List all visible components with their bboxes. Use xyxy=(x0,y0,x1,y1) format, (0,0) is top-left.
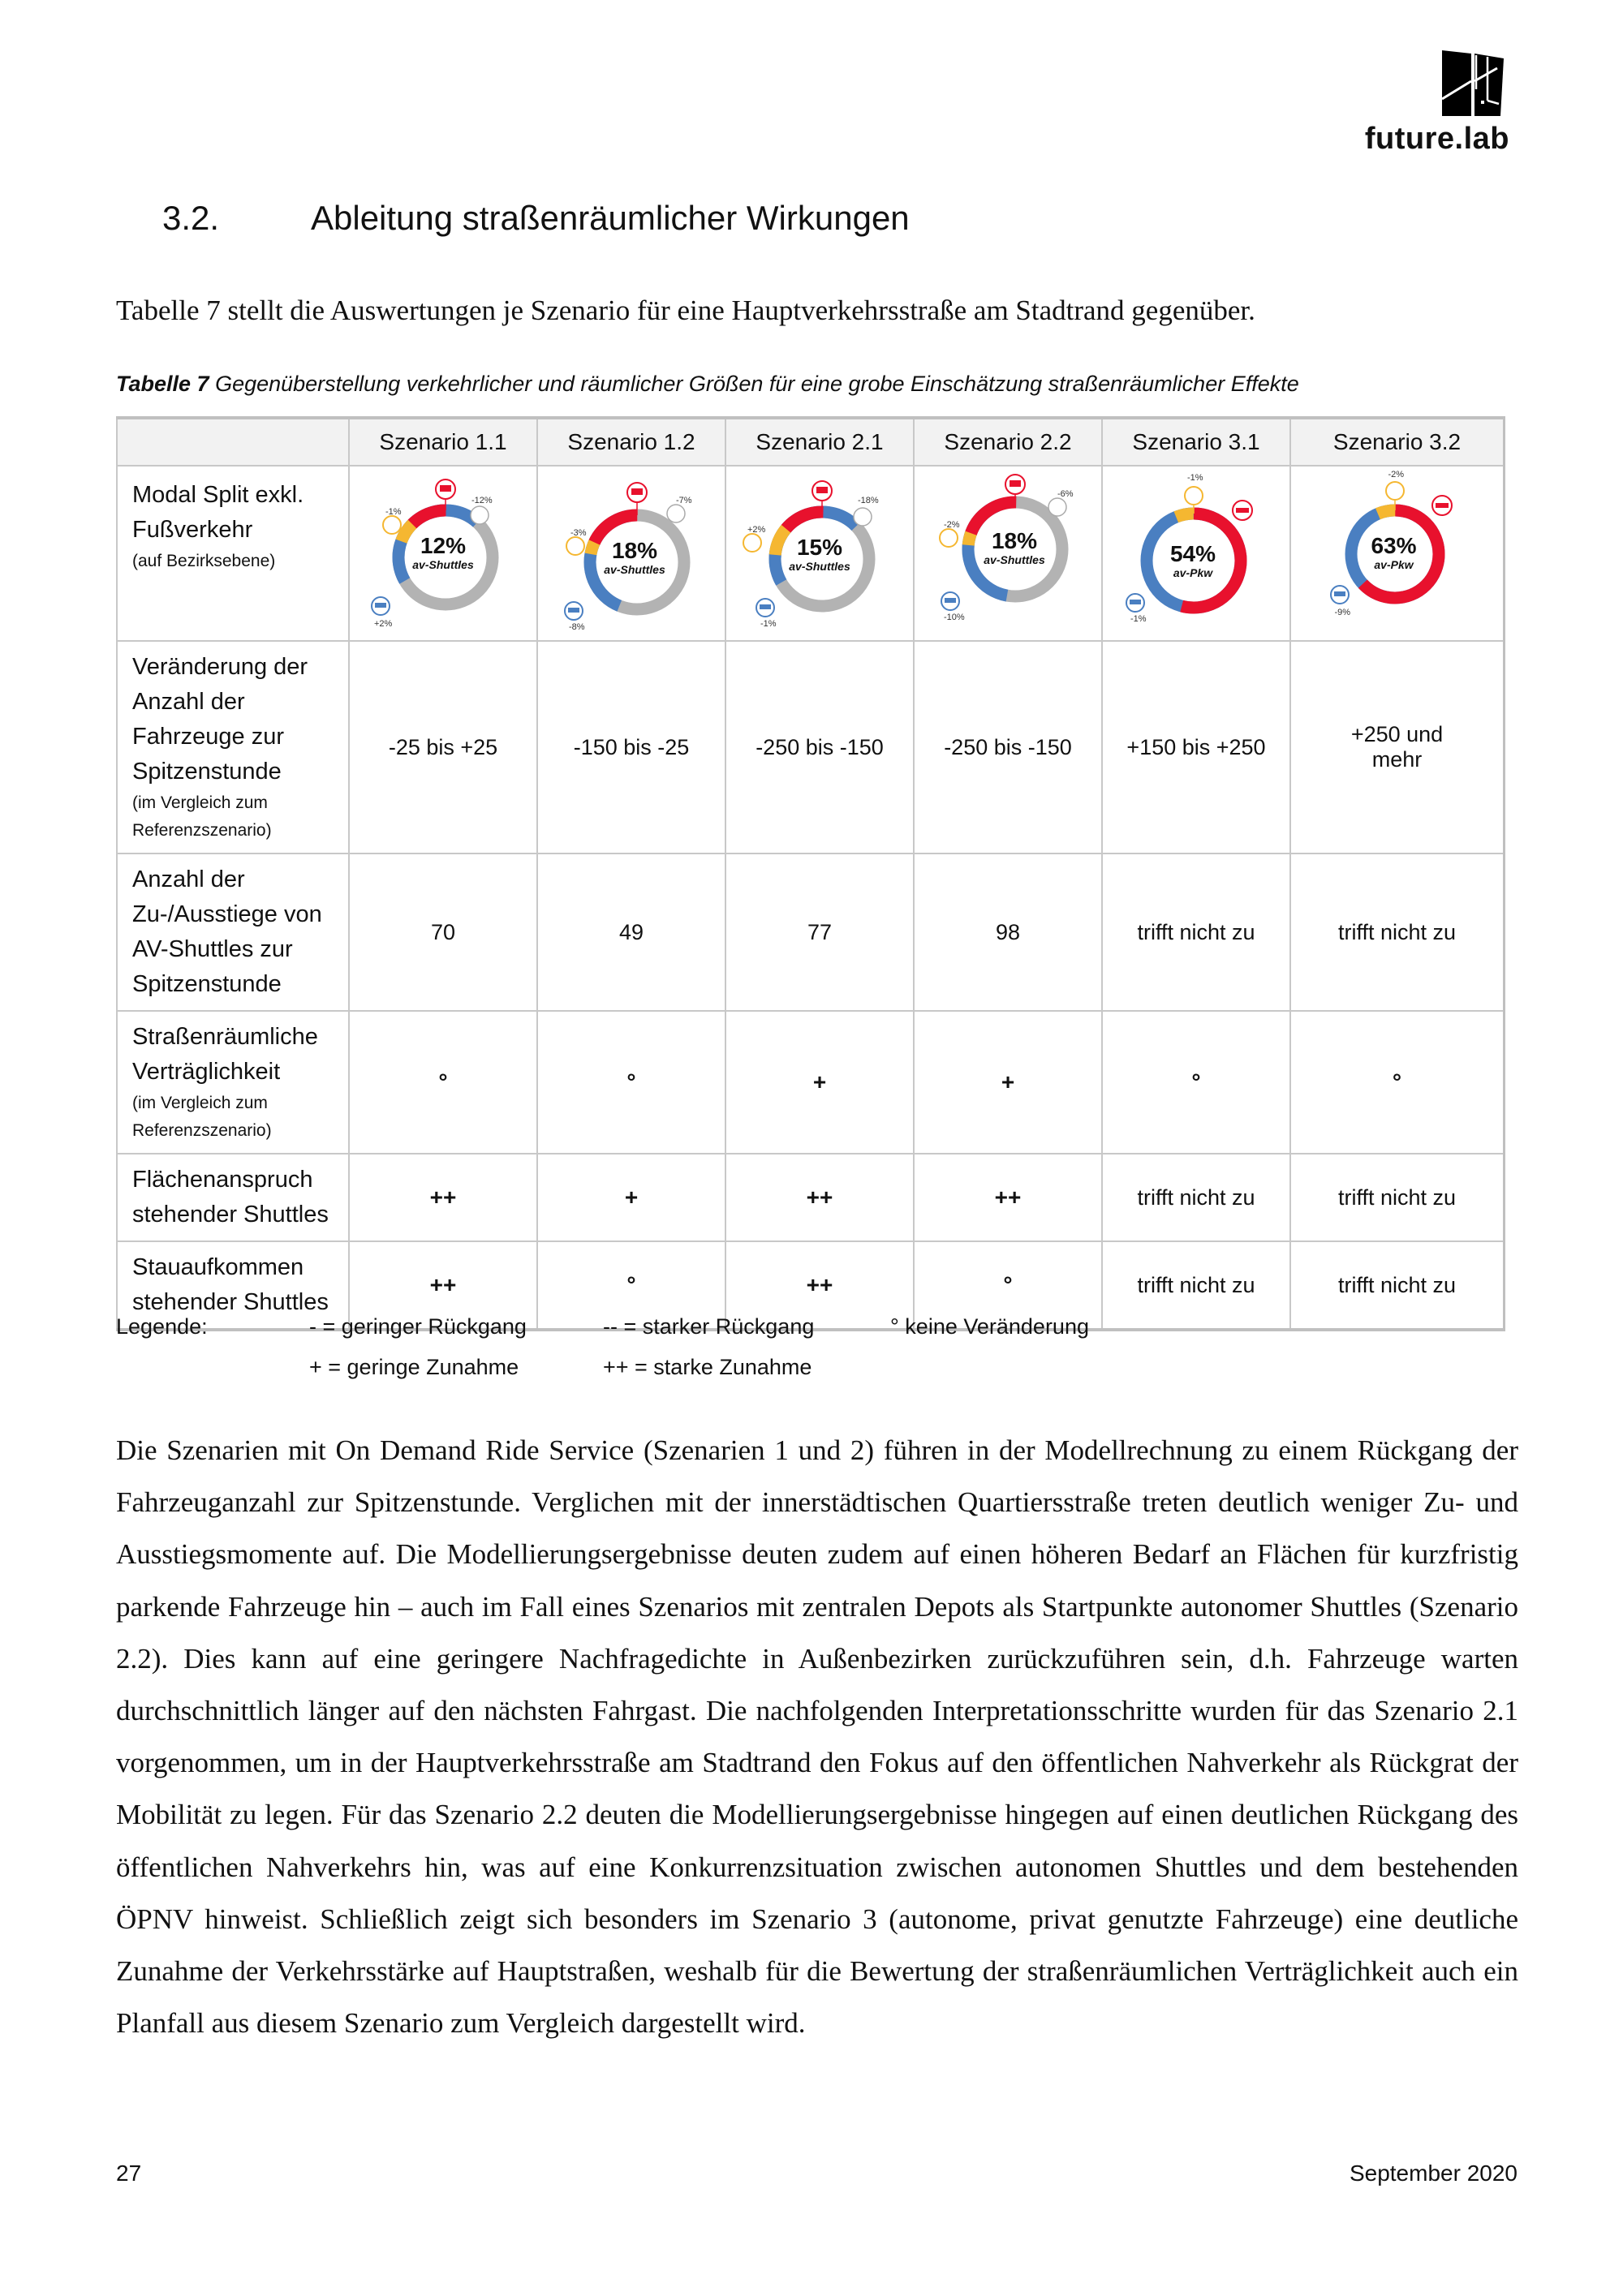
pt-change-label: -1% xyxy=(1130,614,1147,624)
bike-change-label: -3% xyxy=(570,528,587,538)
table-cell: 98 xyxy=(914,853,1102,1011)
table-row-fahrzeuge xyxy=(117,641,1505,853)
donut-percentage: 12% xyxy=(420,533,467,558)
pt-change-label: -10% xyxy=(944,613,965,622)
header-szenario-2-2: Szenario 2.2 xyxy=(914,418,1102,466)
donut-kind: av-Pkw xyxy=(1173,566,1213,579)
rating-cell: ++ xyxy=(725,1154,914,1241)
legend-title: Legende: xyxy=(116,1314,208,1339)
row-label-stau: Stauaufkommen stehender Shuttles xyxy=(117,1241,349,1330)
table-cell: trifft nicht zu xyxy=(1102,853,1290,1011)
table-cell: -250 bis -150 xyxy=(914,641,1102,853)
modal-split-donut-3-2 xyxy=(1290,466,1505,641)
row-label-flaechen: Flächenanspruch stehender Shuttles xyxy=(117,1154,349,1241)
car-change-label: -7% xyxy=(676,496,692,505)
footer-date: September 2020 xyxy=(1349,2161,1518,2186)
page-number: 27 xyxy=(116,2161,142,2186)
table-cell: -150 bis -25 xyxy=(537,641,725,853)
legend-item: - = geringer Rückgang xyxy=(309,1314,527,1339)
bike-change-label: -1% xyxy=(385,507,402,517)
row-label-zustiege: Anzahl der Zu-/Ausstiege von AV-Shuttles zur Spitzenstunde xyxy=(117,853,349,1011)
table-cell: +250 und mehr xyxy=(1290,641,1505,853)
header-szenario-3-1: Szenario 3.1 xyxy=(1102,418,1290,466)
modal-split-donut-2-1 xyxy=(725,466,914,641)
rating-cell: ° xyxy=(537,1241,725,1330)
table-header-row xyxy=(117,418,1505,466)
rating-cell: ++ xyxy=(349,1154,537,1241)
table-cell: 49 xyxy=(537,853,725,1011)
donut-kind: av-Shuttles xyxy=(789,560,850,573)
legend-item: ++ = starke Zunahme xyxy=(603,1355,812,1379)
table-caption xyxy=(116,372,1299,397)
pt-change-label: -8% xyxy=(569,622,585,632)
donut-kind: av-Shuttles xyxy=(604,563,665,576)
table-row-vertraeglichkeit xyxy=(117,1011,1505,1154)
section-heading xyxy=(162,199,910,238)
bike-change-label: -2% xyxy=(944,520,960,530)
table-row-zustiege xyxy=(117,853,1505,1011)
modal-split-donut-1-1 xyxy=(349,466,537,641)
logo-text: future.lab xyxy=(1364,122,1509,156)
rating-cell: ° xyxy=(1102,1011,1290,1154)
modal-split-donut-3-1 xyxy=(1102,466,1290,641)
rating-cell: + xyxy=(725,1011,914,1154)
header-szenario-2-1: Szenario 2.1 xyxy=(725,418,914,466)
rating-cell: ° xyxy=(349,1011,537,1154)
row-label-modal-split: Modal Split exkl. Fußverkehr (auf Bezirksebene) xyxy=(117,466,349,641)
caption-text: Gegenüberstellung verkehrlicher und räumlicher Größen für eine grobe Einschätzung straßenräumlicher Effekte xyxy=(209,372,1299,396)
rating-cell: + xyxy=(914,1011,1102,1154)
comparison-table xyxy=(116,416,1505,1331)
header-szenario-1-1: Szenario 1.1 xyxy=(349,418,537,466)
donut-percentage: 18% xyxy=(991,528,1038,553)
bike-change-label: -1% xyxy=(1187,473,1203,483)
table-row-modal-split xyxy=(117,466,1505,641)
rating-cell: ° xyxy=(1290,1011,1505,1154)
table-cell: 70 xyxy=(349,853,537,1011)
header-empty xyxy=(117,418,349,466)
caption-label: Tabelle 7 xyxy=(116,372,209,396)
body-paragraph: Die Szenarien mit On Demand Ride Service (Szenarien 1 und 2) führen in der Modellrechnung zu einem Rückgang der Fahrzeuganzahl zur Spitzenstunde. Verglichen mit der innerstädtischen Quartiersstraße treten deutlich weniger Zu- und Ausstiegsmomente auf. Die Modellierungsergebnisse deuten zudem auf einen höheren Bedarf an Flächen für kurzfristig parkende Fahrzeuge hin – auch im Fall eines Szenarios mit zentralen Depots als Startpunkte autonomer Shuttles (Szenario 2.2). Dies kann auf eine geringere Nachfragedichte in Außenbezirken zurückzuführen sein, d.h. Fahrzeuge warten durchschnittlich länger auf den nächsten Fahrgast. Die nachfolgenden Interpretationsschritte wurden für das Szenario 2.1 vorgenommen, um in der Hauptverkehrsstraße am Stadtrand den Fokus auf den öffentlichen Nahverkehr als Rückgrat der Mobilität zu legen. Für das Szenario 2.2 deuten die Modellierungsergebnisse hingegen auf einen deutlichen Rückgang des öffentlichen Nahverkehrs hin, was auf eine Konkurrenzsituation zwischen autonomen Shuttles und dem bestehenden ÖPNV hinweist. Schließlich zeigt sich besonders im Szenario 3 (autonome, privat genutzte Fahrzeuge) eine deutliche Zunahme der Verkehrsstärke auf Hauptstraßen, weshalb für die Bewertung der straßenräumlichen Verträglichkeit auch ein Planfall aus diesem Szenario zum Vergleich dargestellt wird. xyxy=(116,1434,1518,2040)
modal-split-donut-1-2 xyxy=(537,466,725,641)
header-szenario-1-2: Szenario 1.2 xyxy=(537,418,725,466)
legend-item: -- = starker Rückgang xyxy=(603,1314,815,1339)
table-cell: trifft nicht zu xyxy=(1290,1154,1505,1241)
car-change-label: -18% xyxy=(858,496,879,505)
donut-percentage: 15% xyxy=(796,535,843,560)
future-lab-logo-icon xyxy=(1440,49,1505,118)
table-cell: trifft nicht zu xyxy=(1290,853,1505,1011)
bike-change-label: +2% xyxy=(747,525,766,535)
donut-percentage: 18% xyxy=(611,538,658,563)
legend-item: ° keine Veränderung xyxy=(890,1314,1089,1339)
car-change-label: -6% xyxy=(1057,489,1074,499)
intro-paragraph: Tabelle 7 stellt die Auswertungen je Szenario für eine Hauptverkehrsstraße am Stadtrand gegenüber. xyxy=(116,295,1255,326)
rating-cell: + xyxy=(537,1154,725,1241)
bike-change-label: -2% xyxy=(1388,470,1405,479)
table-cell: trifft nicht zu xyxy=(1102,1154,1290,1241)
table-cell: trifft nicht zu xyxy=(1290,1241,1505,1330)
donut-percentage: 54% xyxy=(1169,541,1216,566)
header-szenario-3-2: Szenario 3.2 xyxy=(1290,418,1505,466)
pt-change-label: -9% xyxy=(1334,608,1351,617)
modal-split-donut-2-2 xyxy=(914,466,1102,641)
donut-kind: av-Shuttles xyxy=(984,553,1045,566)
table-cell: +150 bis +250 xyxy=(1102,641,1290,853)
rating-cell: ° xyxy=(537,1011,725,1154)
table-cell: 77 xyxy=(725,853,914,1011)
pt-change-label: -1% xyxy=(760,619,777,629)
table-row-flaechen xyxy=(117,1154,1505,1241)
rating-cell: ++ xyxy=(725,1241,914,1330)
row-label-vertraeglichkeit: Straßenräumliche Verträglichkeit (im Vergleich zum Referenzszenario) xyxy=(117,1011,349,1154)
pt-change-label: +2% xyxy=(374,619,393,629)
donut-kind: av-Pkw xyxy=(1374,558,1414,571)
car-change-label: -12% xyxy=(471,496,493,505)
row-label-fahrzeuge: Veränderung der Anzahl der Fahrzeuge zur Spitzenstunde (im Vergleich zum Referenzszenario) xyxy=(117,641,349,853)
donut-kind: av-Shuttles xyxy=(412,558,474,571)
rating-cell: ++ xyxy=(349,1241,537,1330)
table-cell: -250 bis -150 xyxy=(725,641,914,853)
legend-item: + = geringe Zunahme xyxy=(309,1355,519,1379)
table-cell: trifft nicht zu xyxy=(1102,1241,1290,1330)
donut-percentage: 63% xyxy=(1371,533,1417,558)
section-title: Ableitung straßenräumlicher Wirkungen xyxy=(311,199,910,237)
table-cell: -25 bis +25 xyxy=(349,641,537,853)
rating-cell: ° xyxy=(914,1241,1102,1330)
future-lab-logo xyxy=(1347,45,1509,166)
section-number: 3.2. xyxy=(162,199,220,237)
rating-cell: ++ xyxy=(914,1154,1102,1241)
